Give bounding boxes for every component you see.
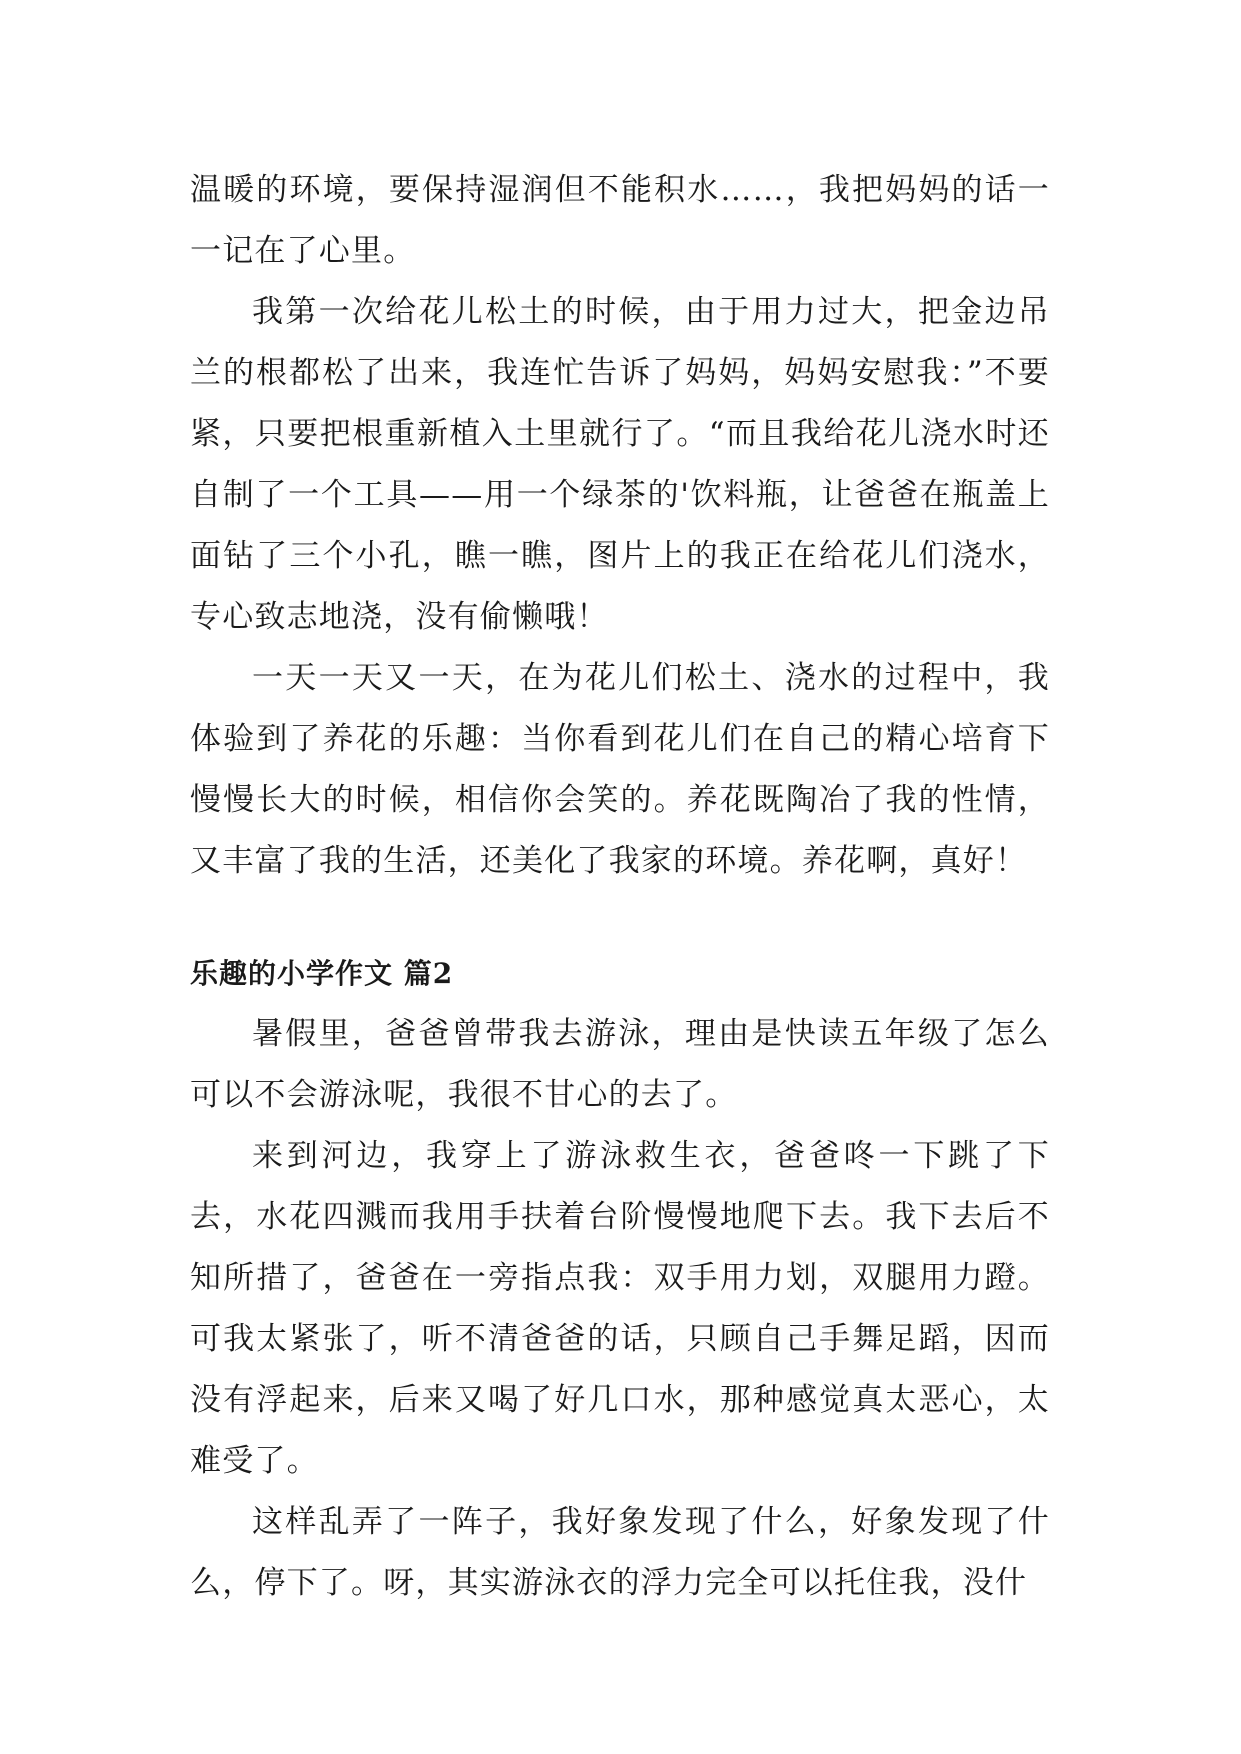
paragraph: 一天一天又一天，在为花儿们松土、浇水的过程中，我体验到了养花的乐趣：当你看到花儿们在自己的精心培育下慢慢长大的时候，相信你会笑的。养花既陶冶了我的性情，又丰富了我的生活，还美化了我家的环境。养花啊，真好！ (190, 660, 1050, 879)
paragraph: 我第一次给花儿松土的时候，由于用力过大，把金边吊兰的根都松了出来，我连忙告诉了妈妈，妈妈安慰我：”不要紧，只要把根重新植入土里就行了。“而且我给花儿浇水时还自制了一个工具——用一个绿茶的'饮料瓶，让爸爸在瓶盖上面钻了三个小孔，瞧一瞧，图片上的我正在给花儿们浇水，专心致志地浇，没有偷懒哦！ (190, 294, 1050, 635)
section-title: 乐趣的小学作文 篇2 (190, 957, 454, 990)
document-body (190, 160, 1050, 1614)
paragraph: 温暖的环境，要保持湿润但不能积水……，我把妈妈的话一一记在了心里。 (190, 172, 1050, 269)
paragraph: 暑假里，爸爸曾带我去游泳，理由是快读五年级了怎么可以不会游泳呢，我很不甘心的去了。 (190, 1016, 1050, 1113)
paragraph: 来到河边，我穿上了游泳救生衣，爸爸咚一下跳了下去，水花四溅而我用手扶着台阶慢慢地爬下去。我下去后不知所措了，爸爸在一旁指点我：双手用力划，双腿用力蹬。可我太紧张了，听不清爸爸的话，只顾自己手舞足蹈，因而没有浮起来，后来又喝了好几口水，那种感觉真太恶心，太难受了。 (190, 1138, 1050, 1479)
paragraph: 这样乱弄了一阵子，我好象发现了什么，好象发现了什么，停下了。呀，其实游泳衣的浮力完全可以托住我，没什 (190, 1504, 1050, 1601)
